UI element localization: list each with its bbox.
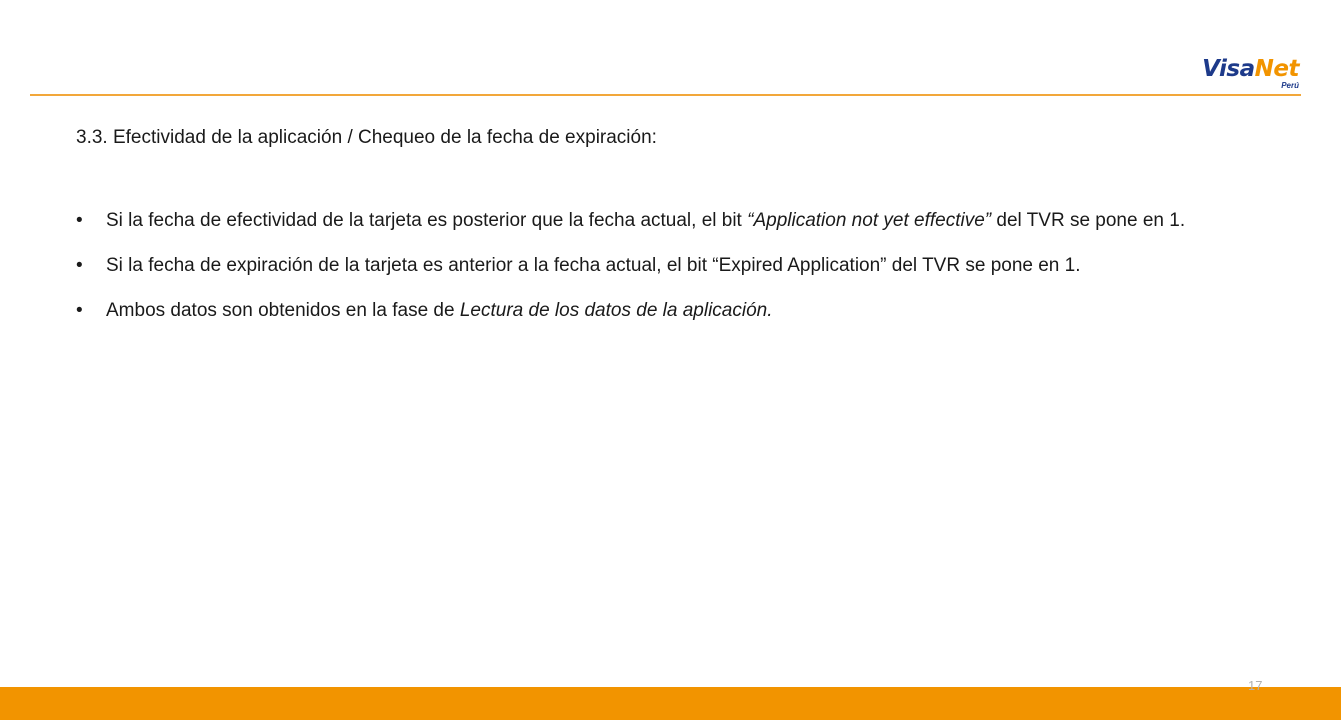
footer-bar (0, 687, 1341, 720)
slide-title: 3.3. Efectividad de la aplicación / Chequeo de la fecha de expiración: (76, 127, 657, 148)
header-divider (30, 94, 1301, 96)
bullet-text: Ambos datos son obtenidos en la fase de (106, 300, 460, 321)
logo-country-text: Perú (1281, 81, 1299, 90)
bullet-italic-text: “Application not yet effective” (747, 210, 992, 231)
visanet-peru-logo (1202, 58, 1299, 90)
bullet-italic-text: Lectura de los datos de la aplicación. (459, 300, 773, 321)
page-number: 17 (1248, 678, 1263, 693)
bullet-item-effective-date (76, 206, 1186, 235)
logo-visa-text: Visa (1202, 56, 1255, 82)
bullet-item-expiration-date (76, 251, 1186, 280)
bullet-text: Si la fecha de expiración de la tarjeta es anterior a la fecha actual, el bit “Expired Application” del TVR se pone en 1. (106, 255, 1081, 276)
bullet-icon: • (76, 210, 83, 231)
bullet-text-end: del TVR se pone en 1. (991, 210, 1186, 231)
logo-net-text: Net (1254, 56, 1299, 82)
bullet-list (76, 206, 1186, 341)
logo-wordmark (1202, 58, 1299, 81)
bullet-text: Si la fecha de efectividad de la tarjeta es posterior que la fecha actual, el bit (106, 210, 748, 231)
bullet-item-data-source (76, 296, 1186, 325)
bullet-icon: • (76, 300, 83, 321)
bullet-icon: • (76, 255, 83, 276)
